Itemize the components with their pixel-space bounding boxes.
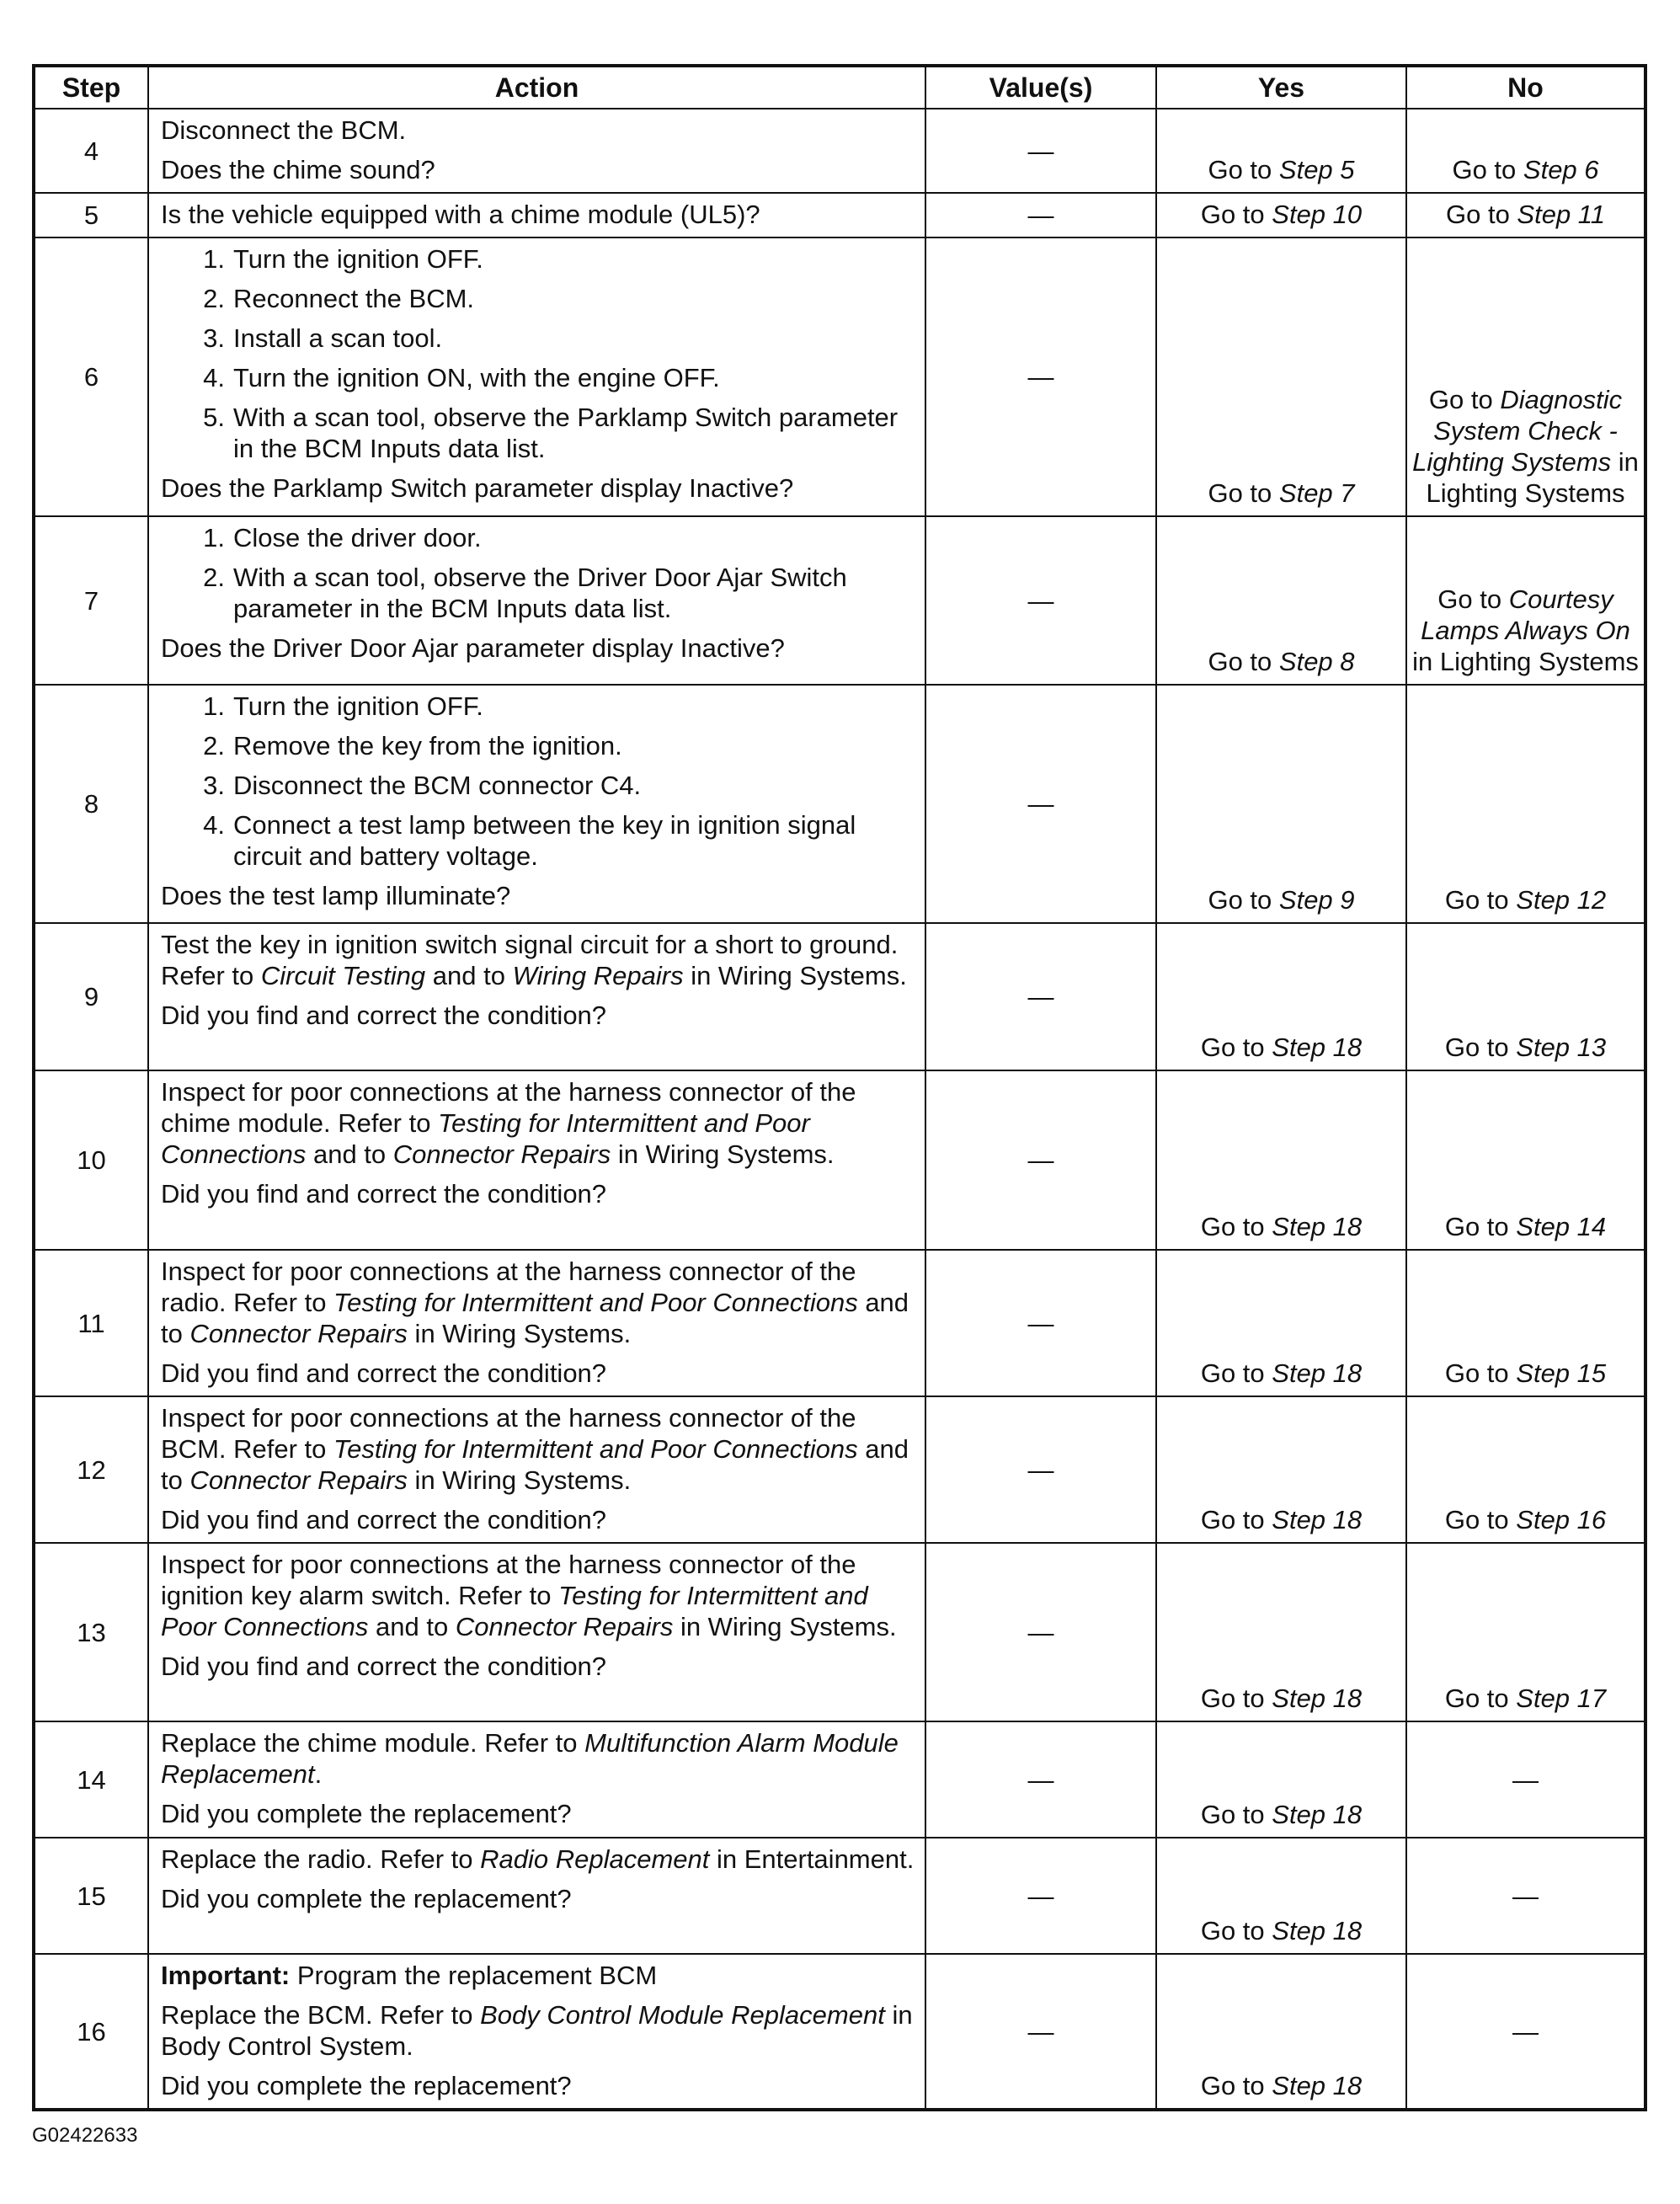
text-run: Inspect for poor connections at the harness connector of the radio. Refer to	[161, 1257, 856, 1317]
italic-reference: Step 13	[1516, 1033, 1607, 1062]
yes-result	[1156, 109, 1406, 193]
italic-reference: Connector Repairs	[392, 1139, 611, 1169]
text-run: in Wiring Systems.	[611, 1139, 835, 1169]
italic-reference: Step 18	[1272, 1684, 1363, 1713]
instruction-number: 3.	[203, 323, 225, 353]
step-number: 16	[34, 1954, 148, 2110]
text-run: Replace the BCM. Refer to	[161, 2000, 481, 2030]
instruction-number: 2.	[203, 563, 225, 592]
step-number: 4	[34, 109, 148, 193]
table-row	[34, 1954, 1645, 2110]
yes-result	[1156, 1838, 1406, 1954]
instruction-number: 2.	[203, 731, 225, 760]
text-run: Go to	[1444, 1684, 1517, 1713]
text-run: Go to	[1444, 1212, 1517, 1241]
table-row	[34, 1721, 1645, 1838]
yes-result	[1156, 516, 1406, 685]
text-run: Inspect for poor connections at the harness connector of the ignition key alarm switch. Refer to	[161, 1550, 856, 1610]
table-row	[34, 237, 1645, 516]
instruction-item	[161, 362, 916, 393]
text-run: Does the test lamp illuminate?	[161, 881, 511, 910]
italic-reference: Step 14	[1516, 1212, 1607, 1241]
action-paragraph	[161, 1999, 916, 2062]
action-paragraph	[161, 1402, 916, 1496]
step-number: 11	[34, 1250, 148, 1396]
instruction-list	[161, 522, 916, 624]
italic-reference: Step 18	[1272, 1800, 1363, 1829]
check-question	[161, 880, 916, 911]
check-question	[161, 1651, 916, 1682]
instruction-item	[161, 402, 916, 464]
instruction-text	[233, 362, 916, 393]
text-run: Did you complete the replacement?	[161, 1884, 572, 1913]
text-run: Close the driver door.	[233, 523, 482, 552]
italic-reference: Step 18	[1272, 1916, 1363, 1945]
text-run: Disconnect the BCM connector C4.	[233, 771, 642, 800]
no-result	[1406, 923, 1645, 1070]
instruction-number: 1.	[203, 691, 225, 721]
italic-reference: Body Control Module Replacement	[480, 2000, 885, 2030]
text-run: .	[314, 1759, 323, 1789]
header-values: Value(s)	[925, 66, 1156, 109]
italic-reference: Circuit Testing	[260, 961, 426, 990]
text-run: Replace the radio. Refer to	[161, 1844, 481, 1874]
instruction-text	[233, 323, 916, 354]
text-run: Go to	[1200, 1033, 1272, 1062]
step-number: 14	[34, 1721, 148, 1838]
action-paragraph	[161, 1549, 916, 1642]
italic-reference: Step 16	[1516, 1505, 1607, 1534]
italic-reference: Step 18	[1272, 1033, 1363, 1062]
yes-result	[1156, 685, 1406, 923]
instruction-item	[161, 522, 916, 553]
action-cell	[148, 1954, 925, 2110]
text-run: Go to	[1208, 647, 1279, 676]
no-result	[1406, 1543, 1645, 1721]
text-run: in Lighting Systems	[1426, 447, 1639, 508]
text-run: —	[1512, 1764, 1539, 1795]
step-number: 9	[34, 923, 148, 1070]
instruction-number: 2.	[203, 284, 225, 313]
no-result	[1406, 1070, 1645, 1250]
text-run: Remove the key from the ignition.	[233, 731, 622, 760]
italic-reference: Testing for Intermittent and Poor Connections	[161, 1108, 810, 1169]
text-run: Did you find and correct the condition?	[161, 1001, 607, 1030]
instruction-list	[161, 691, 916, 872]
text-run: in Wiring Systems.	[673, 1612, 897, 1641]
text-run: Inspect for poor connections at the harness connector of the BCM. Refer to	[161, 1403, 856, 1464]
instruction-number: 1.	[203, 244, 225, 274]
header-action: Action	[148, 66, 925, 109]
instruction-number: 5.	[203, 403, 225, 432]
text-run: Replace the chime module. Refer to	[161, 1728, 585, 1758]
italic-reference: Radio Replacement	[480, 1844, 710, 1874]
action-paragraph	[161, 115, 916, 146]
text-run: Go to	[1200, 1800, 1272, 1829]
value-cell: —	[925, 1838, 1156, 1954]
text-run: Go to	[1208, 885, 1279, 915]
yes-result	[1156, 1543, 1406, 1721]
text-run: —	[1512, 2016, 1539, 2047]
step-number: 12	[34, 1396, 148, 1543]
table-body	[34, 109, 1645, 2110]
action-cell	[148, 1250, 925, 1396]
table-row	[34, 109, 1645, 193]
instruction-text	[233, 809, 916, 872]
check-question	[161, 154, 916, 185]
check-question	[161, 1000, 916, 1031]
italic-reference: Step 18	[1272, 2071, 1363, 2100]
italic-reference: Step 10	[1272, 200, 1363, 229]
italic-reference: Wiring Repairs	[512, 961, 684, 990]
italic-reference: Testing for Intermittent and Poor Connections	[333, 1434, 858, 1464]
check-question	[161, 1798, 916, 1829]
instruction-item	[161, 691, 916, 722]
text-run: Go to	[1200, 1212, 1272, 1241]
italic-reference: Step 6	[1523, 155, 1599, 184]
instruction-text	[233, 691, 916, 722]
text-run: Does the Driver Door Ajar parameter display Inactive?	[161, 633, 785, 663]
text-run: in Lighting Systems	[1412, 647, 1639, 676]
step-number: 10	[34, 1070, 148, 1250]
action-cell	[148, 237, 925, 516]
check-question	[161, 2070, 916, 2101]
text-run: Turn the ignition OFF.	[233, 244, 483, 274]
yes-result	[1156, 1250, 1406, 1396]
check-question	[161, 1883, 916, 1914]
text-run: Go to	[1200, 1916, 1272, 1945]
text-run: Go to	[1444, 1033, 1517, 1062]
text-run: Go to	[1445, 200, 1517, 229]
instruction-number: 1.	[203, 523, 225, 552]
check-question	[161, 1358, 916, 1389]
yes-result	[1156, 1954, 1406, 2110]
yes-result	[1156, 237, 1406, 516]
yes-result	[1156, 923, 1406, 1070]
text-run: Is the vehicle equipped with a chime module (UL5)?	[161, 200, 760, 229]
value-cell: —	[925, 1396, 1156, 1543]
action-paragraph	[161, 1256, 916, 1349]
action-paragraph	[161, 929, 916, 991]
step-number: 8	[34, 685, 148, 923]
value-cell: —	[925, 516, 1156, 685]
table-row	[34, 1543, 1645, 1721]
no-result	[1406, 237, 1645, 516]
text-run: —	[1512, 1881, 1539, 1911]
value-cell: —	[925, 1543, 1156, 1721]
text-run: Did you find and correct the condition?	[161, 1358, 607, 1388]
step-number: 15	[34, 1838, 148, 1954]
no-result	[1406, 109, 1645, 193]
italic-reference: Testing for Intermittent and Poor Connections	[333, 1288, 858, 1317]
text-run: Go to	[1200, 2071, 1272, 2100]
action-paragraph	[161, 199, 916, 230]
text-run: Go to	[1452, 155, 1523, 184]
action-cell	[148, 685, 925, 923]
italic-reference: Step 12	[1516, 885, 1607, 915]
no-result	[1406, 1396, 1645, 1543]
text-run: Does the chime sound?	[161, 155, 435, 184]
text-run: Go to	[1200, 1358, 1272, 1388]
step-number: 13	[34, 1543, 148, 1721]
step-number: 5	[34, 193, 148, 237]
instruction-text	[233, 730, 916, 761]
instruction-list	[161, 243, 916, 464]
table-row	[34, 1250, 1645, 1396]
text-run: and to	[161, 1434, 909, 1495]
action-paragraph	[161, 1076, 916, 1170]
italic-reference: Step 18	[1272, 1212, 1363, 1241]
figure-code: G02422633	[32, 2124, 138, 2147]
italic-reference: Step 11	[1517, 200, 1605, 229]
no-result	[1406, 1838, 1645, 1954]
text-run: Go to	[1200, 200, 1272, 229]
text-run: in Wiring Systems.	[683, 961, 907, 990]
text-run: Did you complete the replacement?	[161, 2071, 572, 2100]
text-run: Program the replacement BCM	[290, 1961, 658, 1990]
value-cell: —	[925, 923, 1156, 1070]
text-run: Install a scan tool.	[233, 323, 443, 353]
table-row	[34, 516, 1645, 685]
text-run: Go to	[1208, 478, 1279, 508]
value-cell: —	[925, 1250, 1156, 1396]
text-run: With a scan tool, observe the Parklamp Switch parameter in the BCM Inputs data list.	[233, 403, 899, 463]
value-cell: —	[925, 193, 1156, 237]
text-run: in Wiring Systems.	[407, 1465, 632, 1495]
text-run: Go to	[1444, 1358, 1517, 1388]
text-run: in Entertainment.	[709, 1844, 915, 1874]
check-question	[161, 1504, 916, 1535]
instruction-item	[161, 770, 916, 801]
text-run: Did you find and correct the condition?	[161, 1505, 607, 1534]
text-run: Go to	[1200, 1684, 1272, 1713]
table-row	[34, 1070, 1645, 1250]
action-paragraph	[161, 1960, 916, 1991]
no-result	[1406, 1250, 1645, 1396]
italic-reference: Step 18	[1272, 1358, 1363, 1388]
value-cell: —	[925, 1721, 1156, 1838]
no-result	[1406, 1721, 1645, 1838]
instruction-text	[233, 522, 916, 553]
step-number: 6	[34, 237, 148, 516]
text-run: Did you find and correct the condition?	[161, 1652, 607, 1681]
yes-result	[1156, 1396, 1406, 1543]
action-cell	[148, 1396, 925, 1543]
italic-reference: Multifunction Alarm Module Replacement	[161, 1728, 899, 1789]
yes-result	[1156, 1721, 1406, 1838]
table-row	[34, 193, 1645, 237]
text-run: With a scan tool, observe the Driver Door Ajar Switch parameter in the BCM Inputs data list.	[233, 563, 847, 623]
check-question	[161, 472, 916, 504]
italic-reference: Diagnostic System Check - Lighting Systems	[1412, 385, 1623, 477]
value-cell: —	[925, 1954, 1156, 2110]
text-run: Go to	[1437, 584, 1509, 614]
check-question	[161, 632, 916, 664]
instruction-text	[233, 243, 916, 275]
text-run: Go to	[1444, 885, 1517, 915]
instruction-item	[161, 243, 916, 275]
italic-reference: Step 5	[1278, 155, 1355, 184]
action-cell	[148, 193, 925, 237]
action-paragraph	[161, 1727, 916, 1790]
instruction-number: 3.	[203, 771, 225, 800]
text-run: Turn the ignition OFF.	[233, 691, 483, 721]
header-step: Step	[34, 66, 148, 109]
table-row	[34, 1838, 1645, 1954]
text-run: Test the key in ignition switch signal circuit for a short to ground. Refer to	[161, 930, 899, 990]
italic-reference: Testing for Intermittent and Poor Connections	[161, 1581, 868, 1641]
value-cell: —	[925, 1070, 1156, 1250]
instruction-item	[161, 730, 916, 761]
header-yes: Yes	[1156, 66, 1406, 109]
text-run: in Body Control System.	[161, 2000, 913, 2061]
action-cell	[148, 1543, 925, 1721]
instruction-item	[161, 562, 916, 624]
instruction-item	[161, 283, 916, 314]
italic-reference: Connector Repairs	[189, 1465, 408, 1495]
text-run: Did you complete the replacement?	[161, 1799, 572, 1828]
text-run: Turn the ignition ON, with the engine OFF.	[233, 363, 720, 392]
instruction-number: 4.	[203, 363, 225, 392]
header-row	[34, 66, 1645, 109]
text-run: Connect a test lamp between the key in ignition signal circuit and battery voltage.	[233, 810, 856, 871]
no-result	[1406, 516, 1645, 685]
diagnostic-table-sheet	[32, 64, 1644, 2111]
action-cell	[148, 1721, 925, 1838]
table-row	[34, 1396, 1645, 1543]
instruction-item	[161, 809, 916, 872]
text-run: Go to	[1208, 155, 1279, 184]
header-no: No	[1406, 66, 1645, 109]
text-run: Did you find and correct the condition?	[161, 1179, 607, 1209]
text-run: Disconnect the BCM.	[161, 115, 407, 145]
action-cell	[148, 516, 925, 685]
instruction-item	[161, 323, 916, 354]
italic-reference: Courtesy Lamps Always On	[1421, 584, 1630, 645]
italic-reference: Step 17	[1516, 1684, 1607, 1713]
action-paragraph	[161, 1844, 916, 1875]
value-cell: —	[925, 237, 1156, 516]
text-run: Go to	[1200, 1505, 1272, 1534]
instruction-text	[233, 402, 916, 464]
table-row	[34, 923, 1645, 1070]
instruction-text	[233, 283, 916, 314]
table-row	[34, 685, 1645, 923]
italic-reference: Step 7	[1278, 478, 1355, 508]
instruction-text	[233, 562, 916, 624]
text-run: and to	[161, 1288, 909, 1348]
text-run: Does the Parklamp Switch parameter display Inactive?	[161, 473, 794, 503]
italic-reference: Step 15	[1516, 1358, 1607, 1388]
italic-reference: Connector Repairs	[189, 1319, 408, 1348]
value-cell: —	[925, 109, 1156, 193]
text-run: Inspect for poor connections at the harness connector of the chime module. Refer to	[161, 1077, 856, 1138]
text-run: Reconnect the BCM.	[233, 284, 475, 313]
yes-result	[1156, 1070, 1406, 1250]
italic-reference: Step 8	[1278, 647, 1355, 676]
italic-reference: Step 18	[1272, 1505, 1363, 1534]
text-run: Go to	[1428, 385, 1501, 414]
yes-result	[1156, 193, 1406, 237]
italic-reference: Step 9	[1278, 885, 1355, 915]
italic-reference: Connector Repairs	[455, 1612, 674, 1641]
instruction-number: 4.	[203, 810, 225, 840]
bold-label: Important:	[161, 1961, 291, 1990]
check-question	[161, 1178, 916, 1209]
text-run: and to	[368, 1612, 456, 1641]
no-result	[1406, 193, 1645, 237]
no-result	[1406, 685, 1645, 923]
step-number: 7	[34, 516, 148, 685]
action-cell	[148, 1838, 925, 1954]
text-run: and to	[425, 961, 513, 990]
text-run: and to	[306, 1139, 393, 1169]
action-cell	[148, 109, 925, 193]
value-cell: —	[925, 685, 1156, 923]
no-result	[1406, 1954, 1645, 2110]
action-cell	[148, 923, 925, 1070]
instruction-text	[233, 770, 916, 801]
action-cell	[148, 1070, 925, 1250]
diagnostic-table	[32, 64, 1647, 2111]
text-run: Go to	[1444, 1505, 1517, 1534]
text-run: in Wiring Systems.	[407, 1319, 632, 1348]
